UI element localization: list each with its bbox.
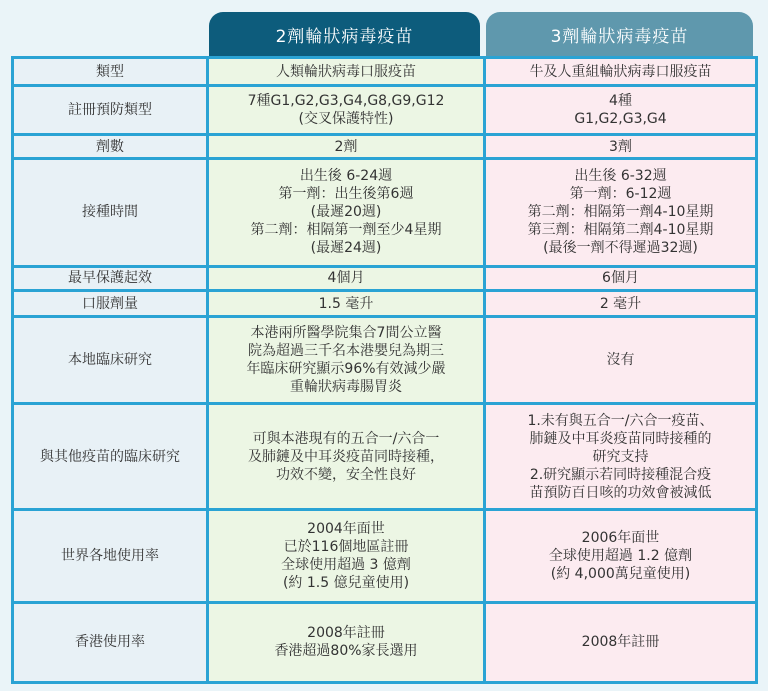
cell-2-dose [209,318,486,405]
cell-line: 苗預防百日咳的功效會被減低 [529,484,712,501]
cell-line: (約 1.5 億兒童使用) [282,574,410,591]
table-row-schedule [14,160,755,267]
cell-line: 2.研究顯示若同時接種混合疫 [529,466,712,483]
comparison-table [11,56,758,684]
cell-3-dose [486,604,755,681]
cell-line: 功效不變，安全性良好 [276,466,416,483]
cell-2-dose [209,292,486,318]
cell-line: 院為超過三千名本港嬰兒為期三 [248,343,444,360]
cell-line: 2006年面世 [581,529,660,546]
cell-2-dose [209,136,486,160]
cell-line: 年臨床研究顯示96%有效減少嚴 [246,361,446,378]
table-row-local-study [14,318,755,405]
cell-line: 牛及人重組輪狀病毒口服疫苗 [529,63,712,80]
cell-3-dose [486,405,755,510]
cell-line: 2劑 [334,138,358,155]
cell-line: 4個月 [327,270,365,287]
row-label: 最早保護起效 [14,268,209,292]
cell-3-dose [486,511,755,604]
table-row-co-administration [14,405,755,510]
row-label: 香港使用率 [14,604,209,681]
cell-line: 研究支持 [592,448,649,465]
cell-line: 1.5 毫升 [318,295,374,312]
comparison-table-body [14,59,755,681]
cell-line: 第三劑：相隔第二劑4-10星期 [527,222,714,239]
cell-line: 2008年註冊 [307,625,385,642]
cell-line: G1,G2,G3,G4 [574,111,667,128]
cell-line: 可與本港現有的五合一/六合一 [252,430,440,447]
cell-3-dose [486,160,755,267]
cell-line: 第一劑：6-12週 [569,186,672,203]
cell-line: 人類輪狀病毒口服疫苗 [276,63,416,80]
cell-line: 香港超過80%家長選用 [274,643,418,660]
cell-line: (最遲24週) [310,240,382,257]
cell-3-dose [486,136,755,160]
cell-line: (最遲20週) [310,204,382,221]
cell-line: 重輪狀病毒腸胃炎 [290,379,402,396]
cell-line: 已於116個地區註冊 [283,538,409,555]
cell-2-dose [209,160,486,267]
cell-line: 7種G1,G2,G3,G4,G8,G9,G12 [247,93,445,110]
cell-line: 出生後 6-32週 [574,168,667,185]
cell-2-dose [209,511,486,604]
header-3-dose-vaccine: 3劑輪狀病毒疫苗 [486,12,753,56]
cell-line: (交叉保護特性) [298,111,394,128]
header-2-dose-vaccine: 2劑輪狀病毒疫苗 [209,12,480,56]
cell-line: 2008年註冊 [581,634,660,651]
row-label: 類型 [14,59,209,87]
cell-line: 2 毫升 [599,295,642,312]
cell-3-dose [486,292,755,318]
cell-3-dose [486,59,755,87]
cell-line: (約 4,000萬兒童使用) [550,565,691,582]
cell-3-dose [486,268,755,292]
cell-line: 4種 [609,93,632,110]
cell-line: 全球使用超過 3 億劑 [281,556,411,573]
cell-2-dose [209,59,486,87]
cell-2-dose [209,604,486,681]
cell-line: 2004年面世 [307,520,385,537]
cell-3-dose [486,318,755,405]
table-row-doses [14,136,755,160]
table-row-worldwide-use [14,511,755,604]
cell-line: 及肺鏈及中耳炎疫苗同時接種， [248,448,444,465]
row-label: 與其他疫苗的臨床研究 [14,405,209,510]
row-label: 世界各地使用率 [14,511,209,604]
cell-line: 3劑 [609,138,632,155]
cell-2-dose [209,87,486,136]
cell-line: 第二劑：相隔第一劑4-10星期 [527,204,714,221]
table-row-dosage [14,292,755,318]
table-row-type [14,59,755,87]
cell-line: 全球使用超過 1.2 億劑 [548,547,693,564]
cell-line: (最後一劑不得遲過32週) [543,240,698,257]
cell-line: 第一劑：出生後第6週 [278,186,414,203]
cell-line: 第二劑：相隔第一劑至少4星期 [250,222,442,239]
table-row-hk-use [14,604,755,681]
row-label: 接種時間 [14,160,209,267]
cell-line: 本港兩所醫學院集合7間公立醫 [250,325,442,342]
cell-2-dose [209,405,486,510]
row-label: 劑數 [14,136,209,160]
row-label: 本地臨床研究 [14,318,209,405]
cell-line: 6個月 [602,270,639,287]
cell-3-dose [486,87,755,136]
row-label: 註冊預防類型 [14,87,209,136]
cell-line: 出生後 6-24週 [299,168,393,185]
table-row-onset [14,268,755,292]
cell-line: 1.未有與五合一/六合一疫苗、 [527,412,714,429]
cell-line: 沒有 [606,352,635,369]
cell-2-dose [209,268,486,292]
row-label: 口服劑量 [14,292,209,318]
table-row-registered-types [14,87,755,136]
cell-line: 肺鏈及中耳炎疫苗同時接種的 [529,430,712,447]
